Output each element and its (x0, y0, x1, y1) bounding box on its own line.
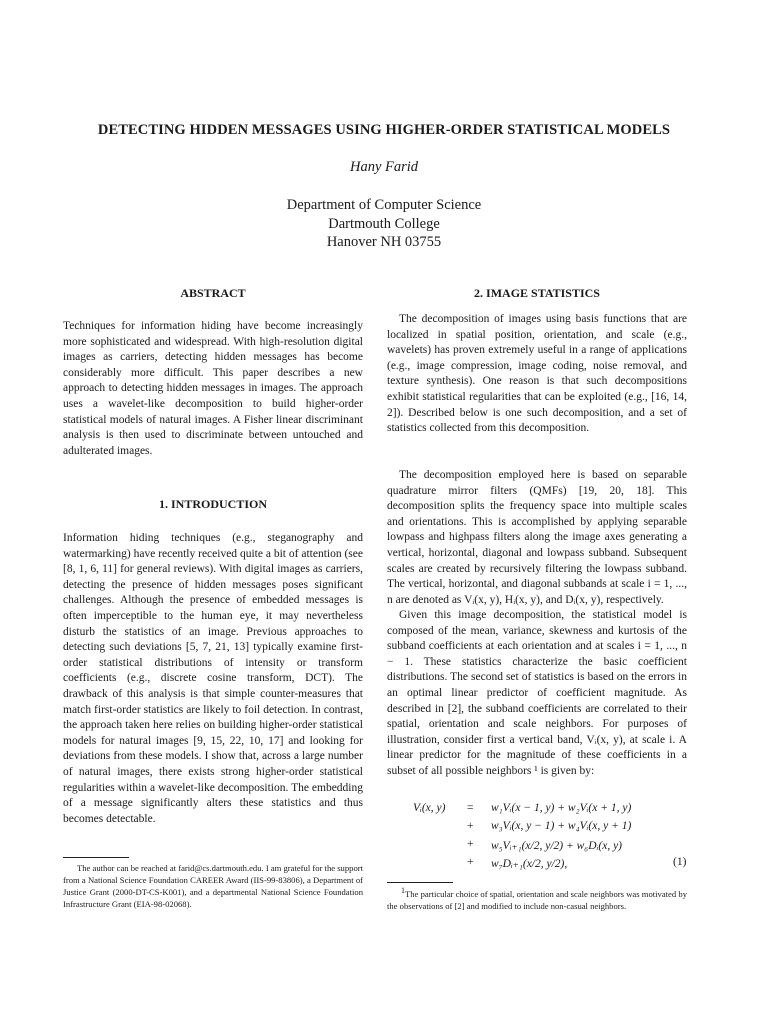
equation-operator: + (467, 820, 474, 832)
equation-term: w₇Dᵢ₊₁(x/2, y/2), (491, 858, 568, 870)
equation-term: w₁Vᵢ(x − 1, y) + w₂Vᵢ(x + 1, y) (491, 802, 632, 814)
neighbors-footnote (387, 885, 687, 912)
equation-lhs: Vᵢ(x, y) (413, 802, 446, 814)
equation-number: (1) (673, 856, 687, 868)
equation-1 (387, 802, 687, 872)
affiliation-college: Dartmouth College (328, 215, 440, 232)
introduction-text: Information hiding techniques (e.g., steganography and watermarking) have recently received quite a bit of attention (see [8, 1, 6, 11] for general reviews). With digital images as carriers, detecting the presence of hidden messages poses significant challenges. Although the presence of embedded messages is often imperceptible to the human eye, it may nevertheless disturb the statistics of an image. Previous approaches to detecting such deviations [5, 7, 21, 13] typically examine first-order statistical distributions of intensity or transform coefficients (e.g., discrete cosine transform, DCT). The drawback of this analysis is that simple counter-measures that match first-order statistics are likely to foil detection. In contrast, the approach taken here relies on building higher-order statistical models for natural images [9, 15, 22, 10, 17] and looking for deviations from these models. I show that, across a large number of natural images, there exists strong higher-order statistical regularities within a wavelet-like decomposition. The embedding of a message significantly alters these statistics and thus becomes detectable. (63, 532, 363, 825)
image-statistics-heading: 2. IMAGE STATISTICS (474, 286, 600, 300)
abstract-heading: ABSTRACT (180, 286, 246, 300)
image-statistics-para-2: The decomposition employed here is based on separable quadrature mirror filters (QMFs) [19, 20, 18]. This decomposition splits the frequency space into multiple scales and orientations. This is accomplished by applying separable lowpass and highpass filters along the image axes generating a vertical, horizontal, diagonal and lowpass subband. Subsequent scales are created by recursively filtering the lowpass subband. The vertical, horizontal, and diagonal subbands at scale i = 1, ..., n are denoted as Vᵢ(x, y), Hᵢ(x, y), and Dᵢ(x, y), respectively. (387, 469, 687, 606)
equation-operator: = (467, 802, 474, 814)
equation-term: w₃Vᵢ(x, y − 1) + w₄Vᵢ(x, y + 1) (491, 820, 632, 832)
abstract-text: Techniques for information hiding have become increasingly more sophisticated and widespread. With high-resolution digital images as carriers, detecting hidden messages has become considerably more difficult. This paper describes a new approach to detecting hidden messages in images. The approach uses a wavelet-like decomposition to build higher-order statistical models of natural images. A Fisher linear discriminant analysis is then used to discriminate between untouched and adulterated images. (63, 320, 363, 457)
image-statistics-para-1: The decomposition of images using basis functions that are localized in spatial position, orientation, and scale (e.g., wavelets) has proven extremely useful in a range of applications (e.g., image compression, image coding, noise removal, and texture synthesis). One reason is that such decompositions exhibit statistical regularities that can be exploited (e.g., [16, 14, 2]). Described below is one such decomposition, and a set of statistics collected from this decomposition. (387, 313, 687, 435)
footnote-rule-right (387, 882, 453, 883)
introduction-heading: 1. INTRODUCTION (158, 497, 267, 511)
neighbors-footnote-text: The particular choice of spatial, orientation and scale neighbors was motivated by the observations of [2] and modified to include non-casual neighbors. (387, 888, 687, 911)
paper-title: DETECTING HIDDEN MESSAGES USING HIGHER-ORDER STATISTICAL MODELS (97, 122, 671, 138)
equation-operator: + (467, 838, 474, 850)
footnote-rule-left (63, 857, 129, 858)
author-footnote-text: The author can be reached at farid@cs.dartmouth.edu. I am grateful for the support from a National Science Foundation CAREER Award (IIS-99-83806), a Department of Justice Grant (2000-DT-CS-K001), and a departmental National Science Foundation Infrastructure Grant (EIA-98-02068). (63, 863, 363, 909)
equation-term: w₅Vᵢ₊₁(x/2, y/2) + w₆Dᵢ(x, y) (491, 840, 623, 852)
image-statistics-para-3: Given this image decomposition, the statistical model is composed of the mean, variance, skewness and kurtosis of the subband coefficients at each orientation and at scales i = 1, ..., n − 1. These statistics characterize the basic coefficient distributions. The second set of statistics is based on the errors in an optimal linear predictor of coefficient magnitude. As described in [2], the subband coefficients are correlated to their spatial, orientation and scale neighbors. For purposes of illustration, consider first a vertical band, Vᵢ(x, y), at scale i. A linear predictor for the magnitude of these coefficients in a subset of all possible neighbors ¹ is given by: (387, 609, 687, 777)
paper-author: Hany Farid (349, 159, 419, 175)
affiliation-address: Hanover NH 03755 (326, 234, 442, 250)
author-affiliation (0, 196, 768, 252)
footnote-marker: 1 (401, 886, 405, 895)
equation-operator: + (467, 856, 474, 868)
author-footnote (63, 862, 363, 910)
affiliation-department: Department of Computer Science (286, 197, 482, 213)
